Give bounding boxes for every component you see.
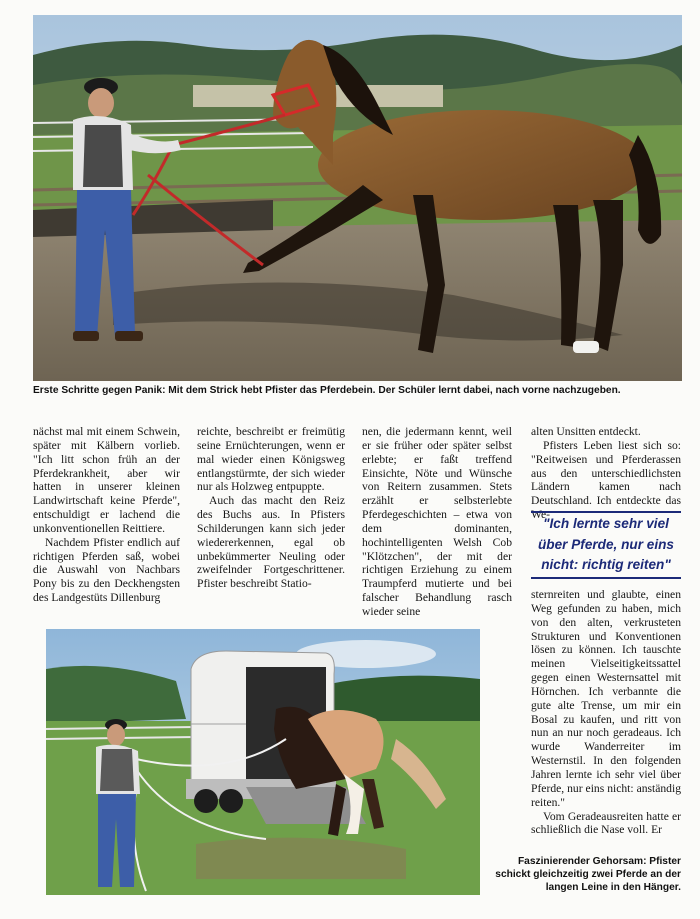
paragraph: nen, die jedermann kennt, weil er sie früher oder später selbst erlebte; er faßt treffend Einsichte, Nöte und Wünsche von Reitern zusammen. Stets erzählt er selbsterlebte Pferdegeschichten – etwa von dem dominanten, hochintelligenten Welsh Cob "Klötzchen", der mit der richtigen Erziehung zu einem Traumpferd mutierte und bei falscher Behandlung rasch wieder seine — [362, 425, 512, 618]
pull-quote-line: über Pferde, nur eins — [538, 536, 674, 552]
paragraph: Vom Geradeausreiten hatte er schließlich die Nase voll. Er — [531, 809, 681, 837]
photo-horse-trailer — [46, 629, 480, 895]
article-column-3 — [362, 425, 512, 619]
article-column-1 — [33, 425, 180, 605]
paragraph: Auch das macht den Reiz des Buchs aus. In Pfisters Schilderungen kann sich jeder wiedererkennen, egal ob unbekümmerter Neuling oder zweifelnder Fortgeschrittener. Pfister beschreibt Statio- — [197, 494, 345, 591]
article-column-4-top — [531, 425, 681, 522]
caption-bottom-line: schickt gleichzeitig zwei Pferde an der — [495, 869, 681, 880]
photo-horse-training — [33, 15, 682, 381]
article-column-2 — [197, 425, 345, 591]
pull-quote-line: "Ich lernte sehr viel — [543, 516, 669, 531]
paragraph: reichte, beschreibt er freimütig seine Ernüchterungen, wenn er mal wieder einen Königsweg entlangstürmte, der sich wieder nur als Holzweg entpuppte. — [197, 425, 345, 494]
caption-bottom-line: langen Leine in den Hänger. — [545, 882, 681, 893]
paragraph: alten Unsitten entdeckt. — [531, 425, 641, 438]
caption-bottom-line: Faszinierender Gehorsam: Pfister — [517, 856, 681, 867]
pull-quote — [531, 511, 681, 579]
pull-quote-line: nicht: richtig reiten" — [541, 557, 671, 572]
article-column-4-bottom — [531, 588, 681, 837]
caption-top: Erste Schritte gegen Panik: Mit dem Strick hebt Pfister das Pferdebein. Der Schüler lernt dabei, nach vorne nachzugeben. — [33, 385, 621, 396]
photo-horse-training-illustration — [33, 15, 682, 381]
paragraph: sternreiten und glaubte, einen Weg gefunden zu haben, mich von den alten, verkrusteten Strukturen und Konventionen lösen zu können. Ich tauschte meinen Vielseitigkeitssattel gegen einen Westernsattel mit Hörnchen. Ich verbannte die gute alte Trense, um mir ein Bosal zu kaufen, und ritt von nun an nur noch geradeaus. Ich wurde Wanderreiter im Westernstil. In den folgenden Jahren lernte ich sehr viel über Pferde, nur eins nicht: anständig reiten." — [531, 588, 681, 809]
paragraph: Nachdem Pfister endlich auf richtigen Pferden saß, wobei die Auswahl von Nachbars Pony bis zu den Deckhengsten des Landgestüts Dillenburg — [33, 535, 180, 605]
paragraph: nächst mal mit einem Schwein, später mit Kälbern vorlieb. "Ich litt schon früh an der Pferdekrankheit, aber wir hatten in unserer kleinen Landwirtschaft keine Pferde", entschuldigt er lachend die unkonventionellen Reittiere. — [33, 425, 180, 535]
paragraph: Pfisters Leben liest sich so: "Reitweisen und Pferderassen aus den unterschiedlichsten Ländern kamen nach Deutschland. Ich entdeckte das We- — [531, 438, 681, 522]
caption-bottom — [485, 855, 681, 894]
photo-horse-trailer-illustration — [46, 629, 480, 895]
